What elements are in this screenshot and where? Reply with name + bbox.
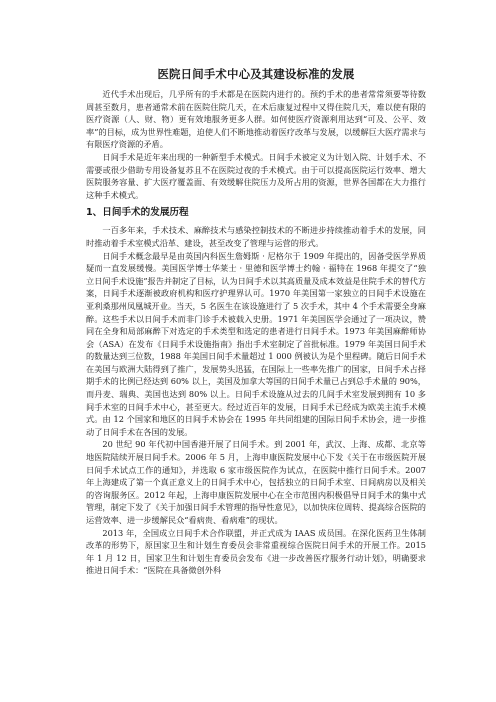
document-title: 医院日间手术中心及其建设标准的发展 (157, 67, 355, 81)
intro-paragraph-2: 日间手术是近年来出现的一种新型手术模式。日间手术被定义为计划入院、计划手术、不需要或很少借助专用设备复苏且不在医院过夜的手术模式。由于可以提高医院运行效率、增大医院服务容量、扩大医疗覆盖面、有效缓解住院压力及所占用的资源，世界各国都在大力推行这种手术模式。 (86, 151, 426, 200)
section1-paragraph-1: 一百多年来，手术技术、麻醉技术与感染控制技术的不断进步持续推动着手术的发展，同时推动着手术室模式沿革、建设，甚至改变了管理与运营的形式。 (86, 225, 426, 248)
section-heading-1: 1、日间手术的发展历程 (86, 207, 189, 219)
section1-paragraph-4: 2013 年，全国成立日间手术合作联盟，并正式成为 IAAS 成员国。在深化医药卫生体制改革的形势下，原国家卫生和计划生育委员会非常重视综合医院日间手术的开展工作。2015 年 1 月 12 日，国家卫生和计划生育委员会发布《进一步改善医疗服务行动计划》，明确要求推进日间手术：“医院在具备微创外科 (86, 527, 426, 576)
intro-paragraph-1: 近代手术出现后，几乎所有的手术都是在医院内进行的。预约手术的患者常常须要等待数周甚至数月，患者通常术前在医院住院几天，在术后康复过程中又得住院几天，难以使有限的医疗资源（人、财、物）更有效地服务更多人群。如何使医疗资源利用达到“可及、公平、效率”的目标，成为世界性难题，迫使人们不断地推动着医疗改革与发展，以缓解巨大医疗需求与有限医疗资源的矛盾。 (86, 89, 426, 150)
section1-paragraph-2: 日间手术概念最早是由英国内科医生詹姆斯 · 尼格尔于 1909 年提出的，因备受医学界质疑而一直发展缓慢。美国医学博士华莱士 · 里德和医学博士约翰 · 福特在 1968 年提交了“独立日间手术设施”报告并制定了目标，认为日间手术以其高质量及成本效益是住院手术的替代方案，日间手术逐渐被政府机构和医疗护理界认可。1970 年美国第一家独立的日间手术设施在亚利桑那州凤凰城开业。当天，5 名医生在该设施进行了 5 次手术，其中 4 个手术需要全身麻醉。这些手术以日间手术而非门诊手术被载入史册。1971 年美国医学会通过了一项决议，赞同在全身和局部麻醉下对选定的手术类型和选定的患者进行日间手术。1973 年美国麻醉师协会（ASA）在发布《日间手术设施指南》指出手术室制定了首批标准。1979 年美国日间手术的数量达到三位数，1988 年美国日间手术量超过 1 000 例被认为是个里程碑。随后日间手术在美国与欧洲大陆得到了推广，发展势头迅猛，在国际上一些率先推广的国家，日间手术占择期手术的比例已经达到 60% 以上，美国及加拿大等国的日间手术量已占到总手术量的 90%，而丹麦、瑞典、美国也达到 80% 以上。日间手术设施从过去的几间手术室发展到拥有 10 多间手术室的日间手术中心，甚至更大。经过近百年的发展，日间手术已经成为欧美主流手术模式。由 12 个国家和地区的日间手术协会在 1995 年共同组建的国际日间手术协会，进一步推动了日间手术在各国的发展。 (86, 250, 426, 437)
section1-paragraph-3: 20 世纪 90 年代初中国香港开展了日间手术。到 2001 年，武汉、上海、成都、北京等地医院陆续开展日间手术。2006 年 5 月，上海申康医院发展中心下发《关于在市级医院开展日间手术试点工作的通知》，并选取 6 家市级医院作为试点，在医院中推行日间手术。2007 年上海建成了第一个真正意义上的日间手术中心，包括独立的日间手术室、日间病房以及相关的咨询服务区。2012 年起，上海申康医院发展中心在全市范围内积极倡导日间手术的集中式管理，制定下发了《关于加强日间手术管理的指导性意见》，以加快床位周转、提高综合医院的运营效率、进一步缓解民众“看病贵、看病难”的现状。 (86, 439, 426, 525)
document-body (86, 66, 426, 577)
